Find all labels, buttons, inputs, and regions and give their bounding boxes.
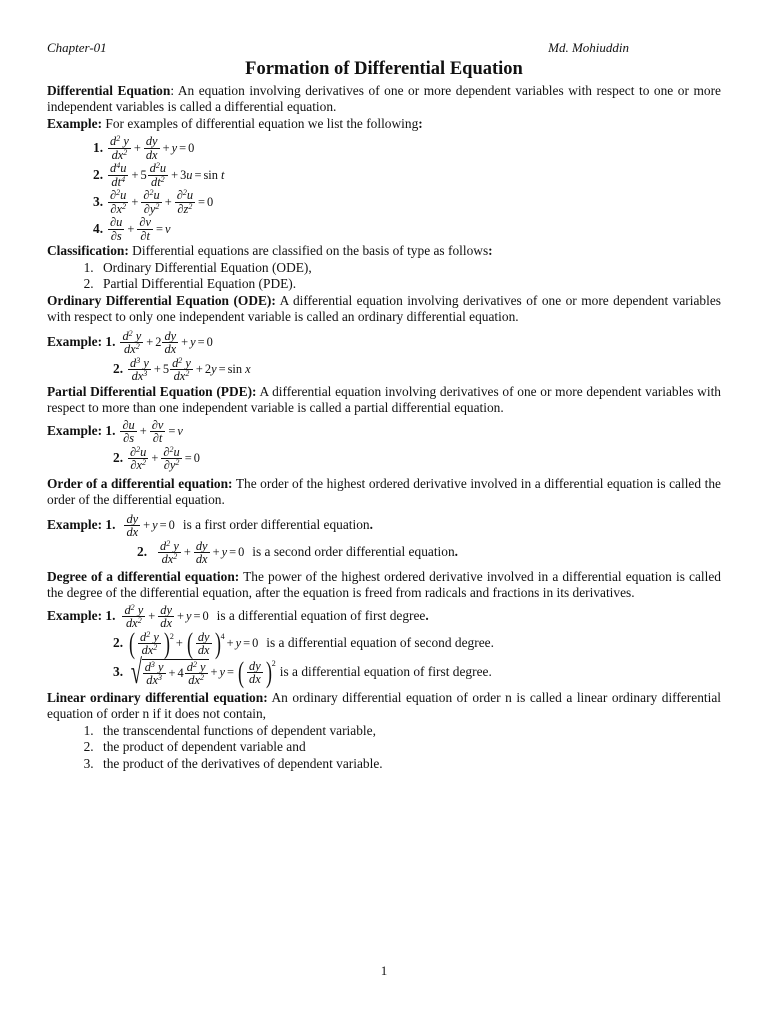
- math-formula: $d^2$ y $dx^2$ + $\frac{dy}{dx}$ + y = 0: [160, 538, 245, 566]
- math-formula: $d^4u$ $dt^4$ + 5 $\frac{d^2u}{dt^2}$ + 3 u = sin t: [110, 161, 225, 189]
- math-formula: $d^2$ y $dx^2$ + $\frac{dy}{dx}$ + y = 0: [110, 134, 195, 162]
- ode-example-2: 2. $d^3$ y $dx^3$ + 5 $\frac{d^2 y}{dx^2}$ + 2 y = sin x: [113, 355, 251, 383]
- chapter-label: Chapter-01: [47, 40, 107, 55]
- example-equation-1: 1. $d^2$ y $dx^2$ + $\frac{dy}{dx}$ + y = 0: [93, 134, 195, 162]
- author-label: Md. Mohiuddin: [548, 40, 629, 55]
- list-item: 3. the product of the derivatives of dependent variable.: [97, 756, 721, 773]
- example-intro: Example: For examples of differential equation we list the following:: [47, 115, 423, 131]
- math-formula: ∂$^2$u $\partial x^2$ + $\frac{\partial^2u}{\partial y^2}$ = 0: [130, 444, 200, 472]
- pde-paragraph: Partial Differential Equation (PDE): A differential equation involving derivatives of one or more dependent variables with respect to more than one independent variable is called a partial differential equation.: [47, 383, 721, 415]
- ode-paragraph: Ordinary Differential Equation (ODE): A differential equation involving derivatives of one or more dependent variables with respect to only one independent variable is called an ordinary differential equation.: [47, 292, 721, 324]
- linear-paragraph: Linear ordinary differential equation: An ordinary differential equation of order n is called a linear ordinary differential equation of order n if it does not contain,: [47, 689, 721, 721]
- pde-example-1: Example: 1. ∂u ∂s + $\frac{\partial v}{\partial t}$ = v: [47, 417, 183, 445]
- linear-conditions-list: [47, 723, 721, 773]
- math-formula: ∂$^2$u $\partial x^2$ + $\frac{\partial^2u}{\partial y^2}$ + $\frac{\partial^2u}{\partial z^2}$ = 0: [110, 188, 214, 216]
- math-formula: ( $d^2$ y $dx^2$ ) 2 + ( dy dx ) 4 + y = 0: [129, 626, 259, 660]
- math-formula: $d^2$ y $dx^2$ + $\frac{dy}{dx}$ + y = 0: [124, 602, 209, 630]
- math-formula: ∂u ∂s + $\frac{\partial v}{\partial t}$ = v: [110, 215, 171, 243]
- degree-example-2: 2. ( $d^2$ y $dx^2$ ) 2 + ( dy dx ) 4 + y = 0 is a differential equation of second degree.: [113, 626, 494, 660]
- list-item: 1. Ordinary Differential Equation (ODE),: [97, 260, 721, 277]
- page-number: 1: [380, 963, 388, 978]
- definition-text: : An equation involving derivatives of one or more dependent variables with respect to one or more independent variables is called a differential equation.: [47, 82, 721, 114]
- degree-paragraph: Degree of a differential equation: The power of the highest ordered derivative involved in a differential equation is called the degree of the differential equation, after the equation is freed from radicals and fractions in its derivatives.: [47, 568, 721, 600]
- order-paragraph: Order of a differential equation: The order of the highest ordered derivative involved in a differential equation is called the order of the differential equation.: [47, 475, 721, 507]
- classification-paragraph: Classification: Differential equations are classified on the basis of type as follows:: [47, 243, 493, 258]
- order-example-1: Example: 1. dy dx + y = 0 is a first order differential equation .: [47, 511, 373, 539]
- math-formula: ∂u ∂s + $\frac{\partial v}{\partial t}$ = v: [122, 417, 183, 445]
- order-example-2: 2. $d^2$ y $dx^2$ + $\frac{dy}{dx}$ + y = 0 is a second order differential equation .: [137, 538, 459, 566]
- degree-example-1: Example: 1. $d^2$ y $dx^2$ + $\frac{dy}{dx}$ + y = 0 is a differential equation of first degree .: [47, 602, 429, 630]
- math-formula: √ $d^3$ y $dx^3$ + 4 $\frac{d^2 y}{dx^2}$ + y = ( dy dx ) 2: [130, 653, 276, 691]
- list-item: 2. Partial Differential Equation (PDE).: [97, 276, 721, 293]
- example-equation-3: 3. ∂$^2$u $\partial x^2$ + $\frac{\partial^2u}{\partial y^2}$ + $\frac{\partial^2u}{\partial z^2}$ = 0: [93, 188, 214, 216]
- math-formula: dy dx + y = 0: [126, 511, 175, 539]
- page-header: [47, 40, 721, 57]
- definition-paragraph: [47, 83, 721, 116]
- degree-example-3: 3. √ $d^3$ y $dx^3$ + 4 $\frac{d^2 y}{dx^2}$ + y = ( dy dx ) 2 is a differential equation of first degree.: [113, 653, 492, 691]
- page-title: Formation of Differential Equation: [245, 58, 523, 79]
- pde-example-2: 2. ∂$^2$u $\partial x^2$ + $\frac{\partial^2u}{\partial y^2}$ = 0: [113, 444, 200, 472]
- example-equation-2: 2. $d^4u$ $dt^4$ + 5 $\frac{d^2u}{dt^2}$ + 3 u = sin t: [93, 161, 225, 189]
- definition-term: Differential Equation: [47, 82, 171, 98]
- example-equation-4: 4. ∂u ∂s + $\frac{\partial v}{\partial t}$ = v: [93, 215, 171, 243]
- list-item: 1. the transcendental functions of dependent variable,: [97, 723, 721, 740]
- math-formula: $d^3$ y $dx^3$ + 5 $\frac{d^2 y}{dx^2}$ + 2 y = sin x: [130, 355, 251, 383]
- math-formula: $d^2$ y $dx^2$ + 2 $\frac{dy}{dx}$ + y = 0: [122, 328, 213, 356]
- list-item: 2. the product of dependent variable and: [97, 739, 721, 756]
- ode-example-1: Example: 1. $d^2$ y $dx^2$ + 2 $\frac{dy}{dx}$ + y = 0: [47, 328, 213, 356]
- classification-list: [47, 260, 721, 293]
